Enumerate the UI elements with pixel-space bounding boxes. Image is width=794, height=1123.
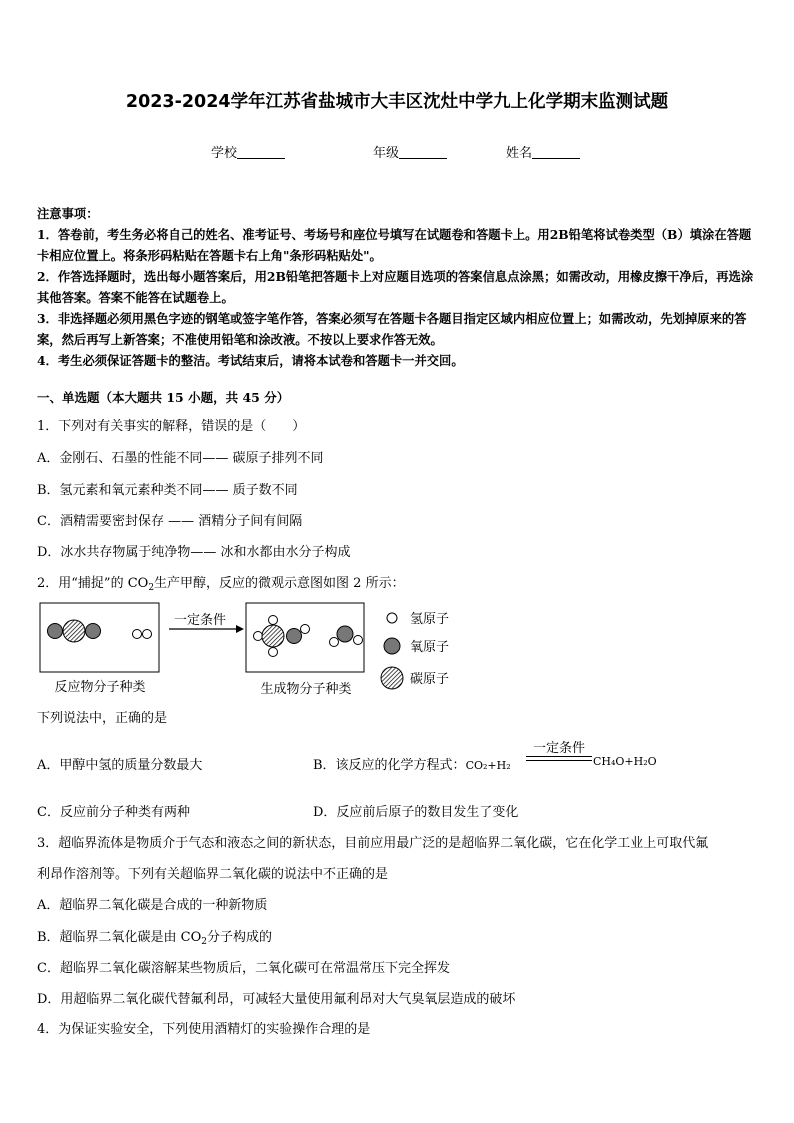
name-field <box>506 142 580 161</box>
q3-option-d: D．用超临界二氧化碳代替氟利昂，可减轻大量使用氟利昂对大气臭氧层造成的破坏 <box>37 992 516 1007</box>
oxygen-atom <box>86 624 101 639</box>
legend-oxygen-icon <box>384 638 400 654</box>
note-item: 2．作答选择题时，选出每小题答案后，用2B铅笔把答题卡上对应题目选项的答案信息点涂黑；如需改动，用橡皮擦干净后，再选涂其他答案。答案不能答在试题卷上。 <box>37 269 754 305</box>
equation-right: CH₄O+H₂O <box>593 755 657 768</box>
grade-field <box>373 142 447 161</box>
oxygen-atom <box>287 629 302 644</box>
q3-option-c: C．超临界二氧化碳溶解某些物质后，二氧化碳可在常温常压下完全挥发 <box>37 961 450 976</box>
q3-option-b: B．超临界二氧化碳是由 $CO_2$分子构成的 <box>37 930 273 947</box>
question-2-stem: 2．用“捕捉”的 $CO_2$生产甲醇，反应的微观示意图如图 2 所示： <box>37 576 405 593</box>
note-item: 3．非选择题必须用黑色字迹的钢笔或签字笔作答，答案必须写在答题卡各题目指定区域内相应位置上；如需改动，先划掉原来的答案，然后再写上新答案；不准使用铅笔和涂改液。不按以上要求作答无效。 <box>37 311 747 347</box>
hydrogen-atom <box>354 636 363 645</box>
school-field <box>211 142 285 161</box>
exam-notes <box>37 203 761 371</box>
question-4-stem: 4．为保证实验安全，下列使用酒精灯的实验操作合理的是 <box>37 1022 371 1037</box>
notes-heading: 注意事项： <box>37 206 99 221</box>
name-label: 姓名 <box>506 146 533 161</box>
q2-option-b: B．该反应的化学方程式：CO₂+H₂ <box>313 758 511 773</box>
arrow-head <box>236 625 244 633</box>
hydrogen-atom <box>269 616 278 625</box>
hydrogen-atom <box>269 648 278 657</box>
hydrogen-atom <box>330 638 339 647</box>
equation-left: CO₂+H₂ <box>465 759 511 772</box>
legend-oxygen-label: 氧原子 <box>410 640 450 655</box>
note-item: 1．答卷前，考生务必将自己的姓名、准考证号、考场号和座位号填写在试题卷和答题卡上。用2B铅笔将试卷类型（B）填涂在答题卡相应位置上。将条形码粘贴在答题卡右上角"条形码粘贴处"。 <box>37 227 752 263</box>
q3-option-a: A．超临界二氧化碳是合成的一种新物质 <box>37 898 268 913</box>
hydrogen-atom <box>143 630 152 639</box>
equation-condition: 一定条件 <box>532 741 585 756</box>
hydrogen-atom <box>254 632 263 641</box>
question-3-stem-line2: 利昂作溶剂等。下列有关超临界二氧化碳的说法中不正确的是 <box>37 867 389 882</box>
grade-label: 年级 <box>373 146 400 161</box>
section-heading: 一、单选题（本大题共 15 小题，共 45 分） <box>37 390 290 405</box>
reactant-caption: 反应物分子种类 <box>54 680 146 695</box>
legend-hydrogen-label: 氢原子 <box>410 612 450 627</box>
page-title: 2023-2024学年江苏省盐城市大丰区沈灶中学九上化学期末监测试题 <box>125 92 669 112</box>
reaction-diagram <box>30 596 480 700</box>
name-blank <box>532 146 580 159</box>
q1-option-b: B．氢元素和氧元素种类不同—— 质子数不同 <box>37 483 298 498</box>
legend-hydrogen-icon <box>387 613 397 623</box>
q2-option-c: C．反应前分子种类有两种 <box>37 805 190 820</box>
q1-option-a: A．金刚石、石墨的性能不同—— 碳原子排列不同 <box>37 451 324 466</box>
legend-carbon-icon <box>381 667 403 689</box>
oxygen-atom <box>337 626 353 642</box>
q1-option-c: C．酒精需要密封保存 —— 酒精分子间有间隔 <box>37 514 303 529</box>
reaction-condition: 一定条件 <box>173 613 227 628</box>
oxygen-atom <box>48 624 63 639</box>
hydrogen-atom <box>301 625 310 634</box>
q2-option-d: D．反应前后原子的数目发生了变化 <box>313 805 519 820</box>
school-label: 学校 <box>211 146 238 161</box>
note-item: 4．考生必须保证答题卡的整洁。考试结束后，请将本试卷和答题卡一并交回。 <box>37 353 464 368</box>
question-1-stem: 1．下列对有关事实的解释，错误的是（ ） <box>37 419 306 434</box>
equation-equals <box>526 756 592 761</box>
q2-option-a: A．甲醇中氢的质量分数最大 <box>37 758 203 773</box>
carbon-atom <box>262 625 284 647</box>
school-blank <box>237 146 285 159</box>
q1-option-d: D．冰水共存物属于纯净物—— 冰和水都由水分子构成 <box>37 545 351 560</box>
product-caption: 生成物分子种类 <box>260 682 352 697</box>
grade-blank <box>399 146 447 159</box>
question-3-stem-line1: 3．超临界流体是物质介于气态和液态之间的新状态，目前应用最广泛的是超临界二氧化碳，它在化学工业上可取代氟 <box>37 836 709 851</box>
carbon-atom <box>63 620 85 642</box>
question-2-prompt: 下列说法中，正确的是 <box>37 711 168 726</box>
hydrogen-atom <box>133 630 142 639</box>
legend-carbon-label: 碳原子 <box>410 672 450 687</box>
